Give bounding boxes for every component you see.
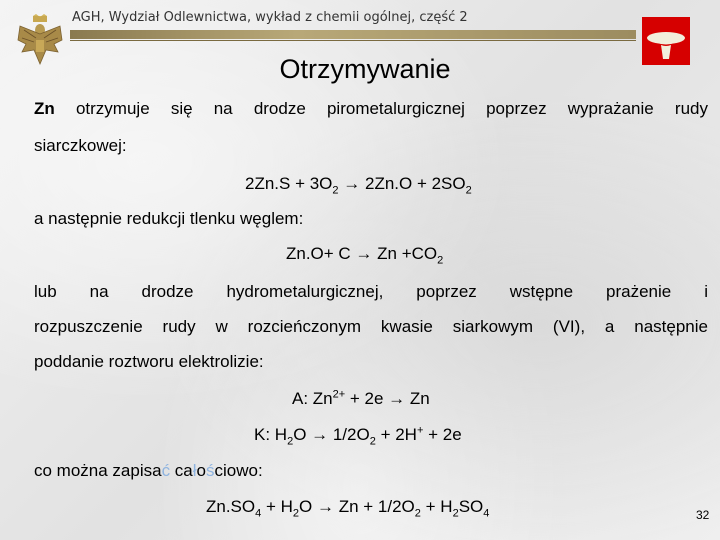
header-divider-bar xyxy=(70,30,636,39)
header-divider-line xyxy=(70,40,636,41)
paragraph-3-line-1: lub na drodze hydrometalurgicznej, poprzez wstępne prażenie i xyxy=(34,282,708,301)
paragraph-3-line-3: poddanie roztworu elektrolizie: xyxy=(34,352,264,371)
slide-title: Otrzymywanie xyxy=(279,54,451,84)
header-title: AGH, Wydział Odlewnictwa, wykład z chemii ogólnej, część 2 xyxy=(72,10,468,25)
zn-bold: Zn xyxy=(34,99,55,118)
equation-reduction: $Zn.O+ C \to Zn +CO_2$ xyxy=(286,244,444,267)
paragraph-2: a następnie redukcji tlenku węglem: xyxy=(34,209,304,228)
paragraph-1-line-1: Zn otrzymuje się na drodze pirometalurgicznej poprzez wyprażanie rudy xyxy=(34,99,708,118)
equation-anode: A: $Zn^{2+} + 2e \to Zn$ xyxy=(292,388,430,408)
paragraph-3-line-2: rozpuszczenie rudy w rozcieńczonym kwasie siarkowym (VI), a następnie xyxy=(34,317,708,336)
equation-roasting: $2Zn.S + 3O_2 \to 2Zn.O + 2SO_2$ xyxy=(245,174,472,197)
page-number: 32 xyxy=(696,508,710,522)
paragraph-4: co można zapisać całościowo: xyxy=(34,461,263,480)
paragraph-1-line-2: siarczkowej: xyxy=(34,136,127,155)
equation-cathode: K: $H_2O \to 1/2O_2 + 2H^+ + 2e$ xyxy=(254,424,462,448)
equation-overall: $Zn.SO_4 + H_2O \to Zn + 1/2O_2 + H_2SO_4$ xyxy=(206,497,490,520)
